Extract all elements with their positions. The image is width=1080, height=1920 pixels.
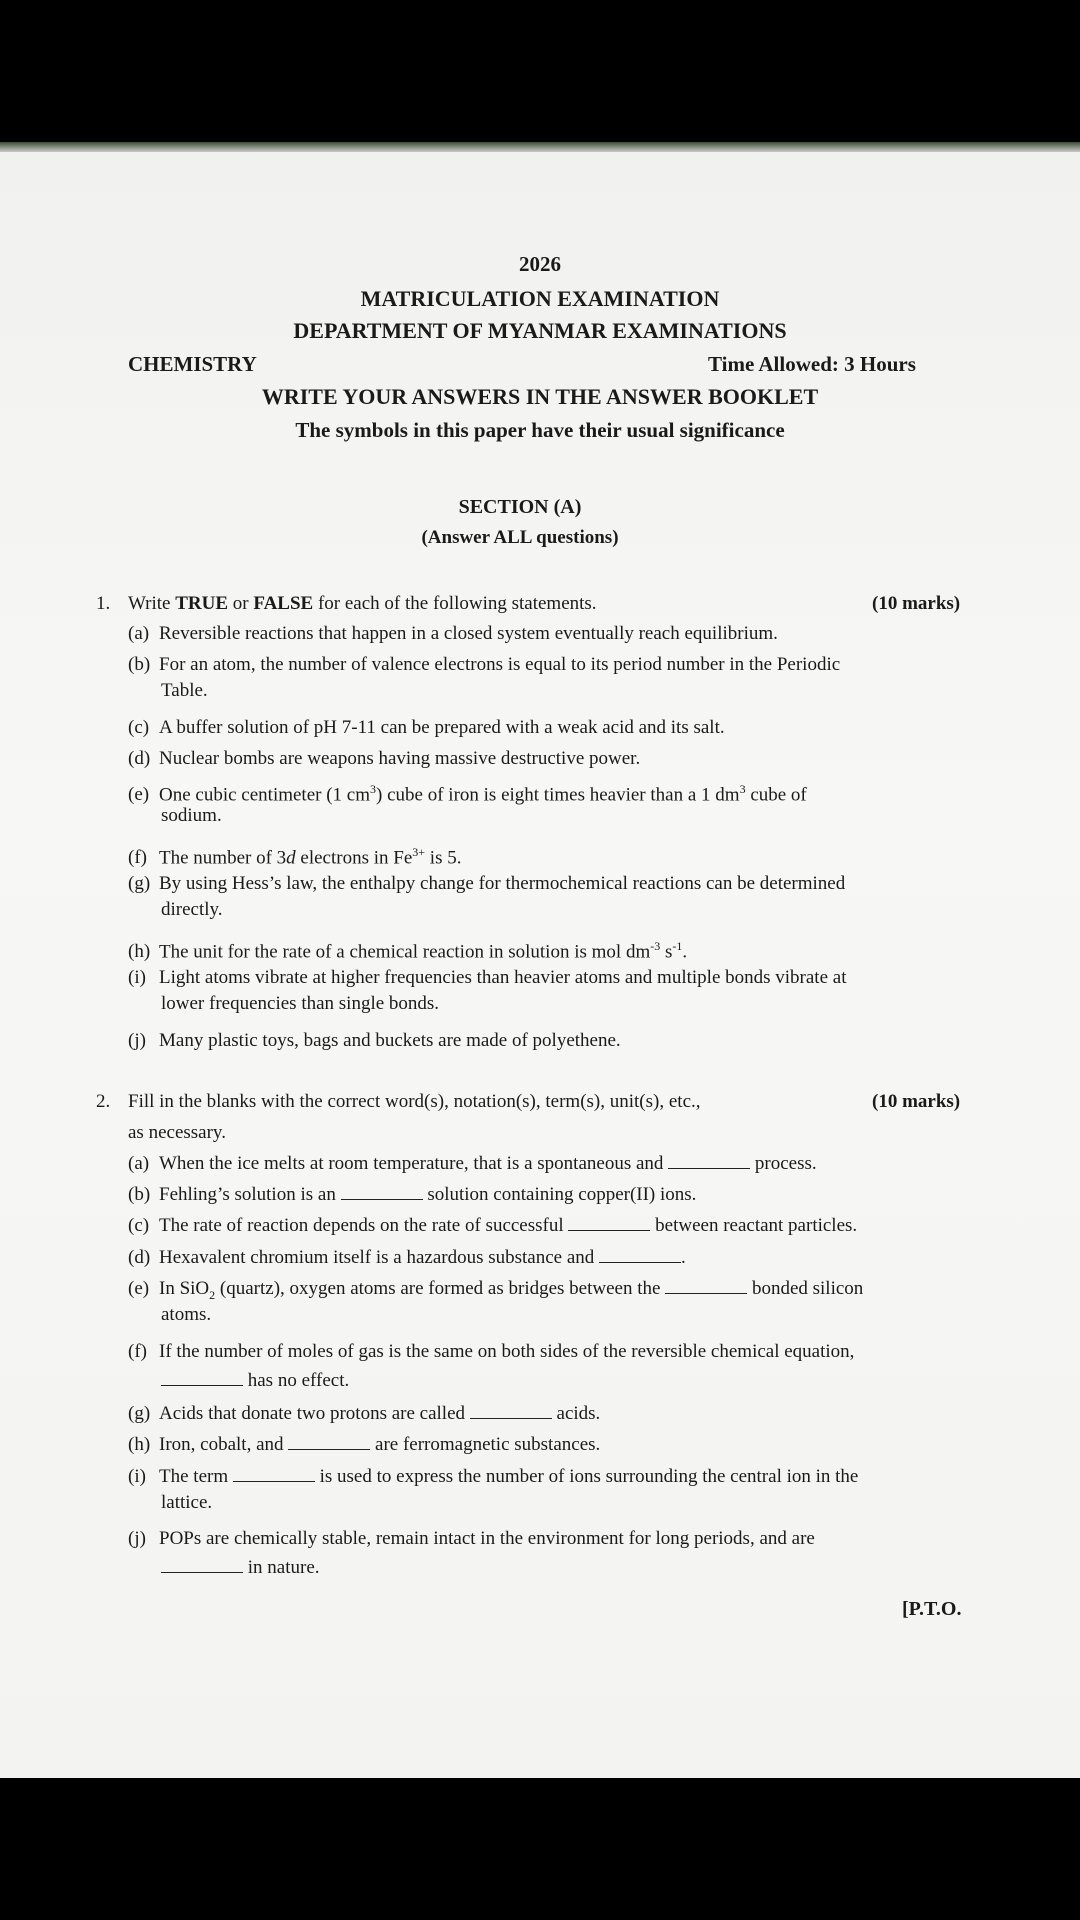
exam-year: 2026 (519, 252, 561, 276)
question-1-text: Write TRUE or FALSE for each of the following statements. (128, 593, 597, 614)
question-2-marks: (10 marks) (872, 1091, 961, 1112)
q2-item-h: (h) Iron, cobalt, and are ferromagnetic substances. (128, 1429, 980, 1460)
q2-item-e: (e) In SiO$_2$ (quartz), oxygen atoms are formed as bridges between the bonded silicon (128, 1273, 980, 1311)
q1-item-a: (a) Reversible reactions that happen in a closed system eventually reach equilibrium. (128, 623, 778, 644)
exam-paper (0, 152, 1080, 1778)
q2-item-i-cont: lattice. (161, 1492, 213, 1513)
blank-line (161, 1367, 243, 1386)
exam-title: MATRICULATION EXAMINATION (360, 286, 720, 311)
blank-line (568, 1212, 650, 1231)
q1-item-j: (j) Many plastic toys, bags and buckets are made of polyethene. (128, 1030, 621, 1051)
q1-item-g-cont: directly. (161, 899, 223, 920)
q2-item-d: (d) Hexavalent chromium itself is a hazardous substance and . (128, 1242, 980, 1273)
question-1-marks: (10 marks) (872, 593, 961, 614)
q2-item-f-cont: has no effect. (161, 1367, 349, 1392)
q2-item-b: (b) Fehling’s solution is an solution containing copper(II) ions. (128, 1179, 980, 1210)
q2-item-c: (c) The rate of reaction depends on the rate of successful between reactant particles. (128, 1210, 980, 1241)
section-subtitle: (Answer ALL questions) (421, 527, 619, 548)
q1-item-h: (h) The unit for the rate of a chemical reaction in solution is mol $dm^{-3}$ $s^{-1}$. (128, 939, 688, 963)
q1-item-b-cont: Table. (161, 680, 208, 701)
q2-item-f: (f) If the number of moles of gas is the same on both sides of the reversible chemical equation, (128, 1341, 855, 1362)
q1-item-f: (f) The number of 3d electrons in $Fe^{3+}$ is 5. (128, 845, 462, 869)
blank-line (161, 1554, 243, 1573)
blank-line (665, 1275, 747, 1294)
department-title: DEPARTMENT OF MYANMAR EXAMINATIONS (293, 318, 787, 343)
blank-line (341, 1181, 423, 1200)
top-black-bar (0, 0, 1080, 142)
question-2-text: Fill in the blanks with the correct word(s), notation(s), term(s), unit(s), etc., (128, 1091, 701, 1112)
q1-item-i: (i) Light atoms vibrate at higher frequencies than heavier atoms and multiple bonds vibrate at (128, 967, 847, 988)
question-2-text-cont: as necessary. (128, 1122, 226, 1143)
symbols-note: The symbols in this paper have their usual significance (295, 418, 785, 442)
q1-item-d: (d) Nuclear bombs are weapons having massive destructive power. (128, 748, 641, 769)
q2-item-j: (j) POPs are chemically stable, remain intact in the environment for long periods, and are (128, 1528, 815, 1549)
q1-item-e-cont: sodium. (161, 805, 222, 826)
q2-item-e-cont: atoms. (161, 1304, 212, 1325)
photo-edge (0, 142, 1080, 152)
question-2-number: 2. (96, 1091, 111, 1112)
subject-title: CHEMISTRY (128, 352, 257, 376)
q1-item-e: (e) One cubic centimeter (1 $cm^3$) cube of iron is eight times heavier than a 1 $dm^3$ cube of (128, 782, 807, 806)
question-1-number: 1. (96, 593, 111, 614)
q2-item-a: (a) When the ice melts at room temperature, that is a spontaneous and process. (128, 1148, 980, 1179)
q2-item-g: (g) Acids that donate two protons are called acids. (128, 1398, 980, 1429)
time-allowed: Time Allowed: 3 Hours (708, 352, 916, 376)
blank-line (599, 1244, 681, 1263)
blank-line (233, 1463, 315, 1482)
q2-item-i: (i) The term is used to express the number of ions surrounding the central ion in the (128, 1461, 980, 1492)
please-turn-over: [P.T.O. (902, 1598, 962, 1620)
blank-line (470, 1400, 552, 1419)
q2-item-j-cont: in nature. (161, 1554, 320, 1579)
answer-instruction: WRITE YOUR ANSWERS IN THE ANSWER BOOKLET (261, 384, 819, 409)
bottom-black-bar (0, 1778, 1080, 1920)
q1-item-i-cont: lower frequencies than single bonds. (161, 993, 440, 1014)
q1-item-b: (b) For an atom, the number of valence electrons is equal to its period number in the Periodic (128, 654, 841, 675)
section-title: SECTION (A) (458, 496, 582, 518)
q1-item-c: (c) A buffer solution of pH 7-11 can be prepared with a weak acid and its salt. (128, 717, 725, 738)
blank-line (288, 1431, 370, 1450)
blank-line (668, 1150, 750, 1169)
q1-item-g: (g) By using Hess’s law, the enthalpy change for thermochemical reactions can be determined (128, 873, 846, 894)
